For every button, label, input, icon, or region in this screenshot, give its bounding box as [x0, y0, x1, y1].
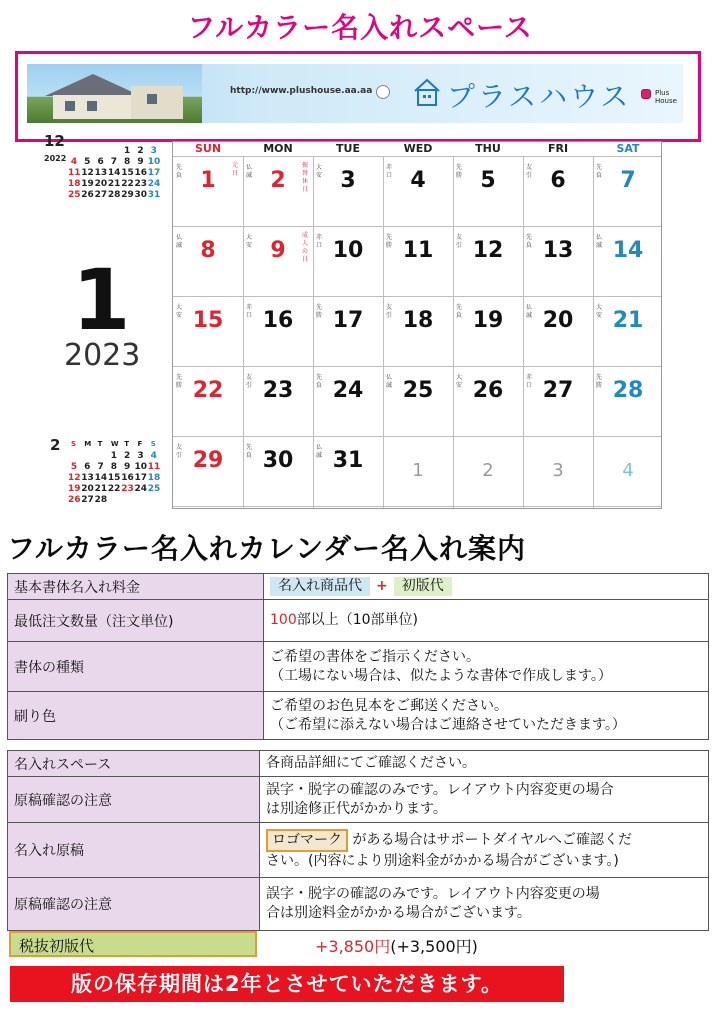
instagram-icon: [641, 89, 651, 99]
mini-day: 30: [134, 190, 148, 200]
proof-note-line2: は別途修正代がかかります。: [266, 800, 447, 817]
weekday-header: SUN: [194, 142, 222, 155]
mini-day: 25: [68, 190, 81, 200]
mini-day: 14: [94, 473, 108, 483]
calendar-day: [313, 296, 383, 366]
font-type-line1: ご希望の書体をご指示ください。: [270, 648, 480, 665]
rokuyo-label: 先勝: [176, 374, 183, 389]
table-row: [8, 642, 709, 692]
mini-day: 14: [107, 168, 121, 178]
mini-day: 19: [68, 484, 81, 494]
mini-day: 7: [97, 462, 104, 472]
mini-day: 23: [121, 484, 134, 494]
label-name-space: 名入れスペース: [8, 751, 260, 777]
mini-day: 27: [81, 495, 94, 505]
value-min-order: [264, 600, 709, 642]
mini-day: 11: [147, 462, 161, 472]
house-window: [147, 94, 157, 104]
rokuyo-label: 大安: [316, 164, 323, 179]
mini-day: 2: [137, 146, 144, 156]
rokuyo-label: 赤口: [316, 234, 323, 249]
holiday-label: 元日: [232, 162, 239, 177]
mini-day: 20: [81, 484, 94, 494]
table-row: [8, 878, 709, 931]
rokuyo-label: 赤口: [526, 374, 533, 389]
rokuyo-label: 大安: [176, 304, 183, 319]
manuscript-line2: さい。(内容により別途料金がかかる場合がございます。): [266, 853, 619, 869]
mini-day: 22: [121, 179, 134, 189]
calendar-day: [453, 436, 523, 506]
calendar-day: [243, 156, 313, 226]
rokuyo-label: 先勝: [386, 234, 393, 249]
rokuyo-label: 先負: [596, 164, 603, 179]
mini-day: 8: [124, 157, 131, 167]
rokuyo-label: 仏滅: [596, 234, 603, 249]
mini-day: 6: [84, 462, 91, 472]
day-number: 3: [340, 168, 356, 193]
calendar-day: [453, 366, 523, 436]
calendar-day: [383, 366, 453, 436]
next-month-day-number: 1: [412, 460, 424, 481]
mini-day: 15: [107, 473, 121, 483]
rokuyo-label: 先負: [526, 234, 533, 249]
rokuyo-label: 友引: [526, 164, 533, 179]
weekday-header: WED: [403, 142, 433, 155]
day-number: 20: [542, 308, 574, 333]
mini-day: 5: [70, 462, 78, 472]
mini-prev-month: 12: [44, 132, 65, 150]
label-proof-note-2: 原稿確認の注意: [8, 878, 260, 931]
label-base-fee: 基本書体名入れ料金: [8, 574, 264, 600]
day-number: 21: [612, 308, 644, 333]
mini-day: 29: [121, 190, 134, 200]
mini-day: 1: [110, 451, 118, 461]
mini-day: 11: [68, 168, 81, 178]
day-number: 31: [332, 448, 364, 473]
print-color-line1: ご希望のお色見本をご郵送ください。: [270, 697, 508, 714]
house-window: [65, 101, 75, 111]
mini-day: 2: [124, 451, 131, 461]
mini-day: 4: [150, 451, 157, 461]
info-table-manuscript: [7, 750, 709, 931]
proof-note-line1: 誤字・脱字の確認のみです。レイアウト内容変更の場合: [266, 781, 614, 798]
rokuyo-label: 先勝: [316, 304, 323, 319]
mini-day: 4: [70, 157, 78, 167]
mini-day: 28: [94, 495, 108, 505]
weekday-header: THU: [475, 142, 501, 155]
calendar-day: [383, 226, 453, 296]
proof-note2-line1: 誤字・脱字の確認のみです。レイアウト内容変更の場: [266, 886, 600, 902]
chip-first-edition: 初版代: [394, 577, 452, 596]
calendar-day: [523, 226, 593, 296]
sample-banner: [27, 64, 683, 123]
mini-weekday: M: [84, 440, 92, 448]
mini-day: 9: [124, 462, 131, 472]
mini-day: 12: [81, 168, 94, 178]
mini-day: 23: [134, 179, 148, 189]
mini-day: 17: [147, 168, 161, 178]
mini-day: 10: [147, 157, 161, 167]
table-row: [8, 600, 709, 642]
mini-day: 17: [134, 473, 148, 483]
value-proof-note: [260, 777, 709, 823]
rokuyo-label: 仏滅: [386, 374, 393, 389]
mini-weekday: F: [137, 440, 143, 448]
info-title: フルカラー名入れカレンダー名入れ案内: [7, 532, 527, 565]
calendar-day: [593, 156, 662, 226]
day-number: 28: [612, 378, 644, 403]
calendar-day: [243, 436, 313, 506]
day-number: 29: [192, 448, 224, 473]
mini-weekday: T: [124, 440, 129, 448]
name-space-title: フルカラー名入れスペース: [187, 11, 533, 44]
value-print-color: [264, 692, 709, 740]
house-roof: [45, 74, 141, 96]
day-number: 23: [262, 378, 294, 403]
mini-day: 26: [81, 190, 94, 200]
rokuyo-label: 先負: [316, 374, 323, 389]
storage-period-notice: 版の保存期間は2年とさせていただきます。: [10, 966, 564, 1002]
instagram-label: Plus House: [655, 89, 677, 105]
calendar-day: [593, 436, 662, 506]
month-calendar: [172, 141, 662, 509]
chip-logo-mark: ロゴマーク: [266, 829, 348, 852]
day-number: 12: [472, 238, 504, 263]
calendar-day: [173, 436, 243, 506]
value-proof-note-2: [260, 878, 709, 931]
day-number: 9: [270, 238, 286, 263]
table-row: [8, 823, 709, 878]
calendar-day: [313, 436, 383, 506]
rokuyo-label: 先勝: [596, 374, 603, 389]
mini-day: 1: [124, 146, 131, 156]
calendar-day: [383, 436, 453, 506]
day-number: 8: [200, 238, 216, 263]
mini-day: 9: [137, 157, 144, 167]
mini-day: 24: [134, 484, 148, 494]
mini-day: 15: [121, 168, 134, 178]
day-number: 4: [410, 168, 426, 193]
calendar-day: [523, 156, 593, 226]
mini-day: 31: [147, 190, 161, 200]
rokuyo-label: 仏滅: [176, 234, 183, 249]
day-number: 7: [620, 168, 636, 193]
table-row: [8, 574, 709, 600]
mini-day: 13: [81, 473, 94, 483]
day-number: 15: [192, 308, 224, 333]
next-month-day-number: 2: [482, 460, 494, 481]
mini-day: 27: [94, 190, 108, 200]
label-name-manuscript: 名入れ原稿: [8, 823, 260, 878]
day-number: 26: [472, 378, 504, 403]
calendar-day: [453, 156, 523, 226]
calendar-day: [243, 296, 313, 366]
house-photo: [27, 64, 202, 123]
mini-day: 16: [121, 473, 134, 483]
mini-day: 21: [94, 484, 108, 494]
plus-sign: +: [376, 578, 388, 594]
banner-brand: プラスハウス: [447, 80, 632, 113]
holiday-label: 成人の日: [302, 232, 309, 263]
calendar-day: [313, 156, 383, 226]
rokuyo-label: 先負: [246, 444, 253, 459]
day-number: 13: [542, 238, 574, 263]
rokuyo-label: 大安: [456, 374, 463, 389]
weekday-header: FRI: [547, 142, 569, 155]
mini-day: 7: [110, 157, 118, 167]
table-row: [8, 751, 709, 777]
calendar-day: [243, 226, 313, 296]
banner-dot: [376, 85, 390, 99]
big-month: 1: [72, 251, 131, 349]
rokuyo-label: 仏滅: [246, 164, 253, 179]
print-color-line2: （ご希望に添えない場合はご連絡させていただきます。）: [270, 716, 626, 733]
calendar-day: [173, 226, 243, 296]
value-name-manuscript: [260, 823, 709, 878]
mini-day: 20: [94, 179, 108, 189]
rokuyo-label: 大安: [596, 304, 603, 319]
day-number: 17: [332, 308, 364, 333]
calendar-day: [593, 226, 662, 296]
calendar-day: [383, 296, 453, 366]
mini-day: 18: [147, 473, 161, 483]
mini-day: 8: [110, 462, 118, 472]
day-number: 22: [192, 378, 224, 403]
chip-product-fee: 名入れ商品代: [270, 577, 370, 596]
rokuyo-label: 仏滅: [316, 444, 323, 459]
rokuyo-label: 大安: [246, 234, 253, 249]
price-value: [257, 931, 697, 957]
mini-day: 21: [107, 179, 121, 189]
value-font-type: [264, 642, 709, 692]
mini-weekday: T: [97, 440, 103, 448]
day-number: 10: [332, 238, 364, 263]
mini-day: 28: [107, 190, 121, 200]
table-row: [8, 777, 709, 823]
calendar-day: [523, 366, 593, 436]
label-min-order: 最低注文数量（注文単位): [8, 600, 264, 642]
rokuyo-label: 先勝: [456, 164, 463, 179]
font-type-line2: （工場にない場合は、似たような書体で作成します。）: [270, 667, 612, 684]
proof-note2-line2: 合は別途料金がかかる場合がございます。: [266, 905, 531, 921]
weekday-header: SAT: [616, 142, 640, 155]
rokuyo-label: 友引: [246, 374, 253, 389]
mini-day: 13: [94, 168, 108, 178]
mini-next-month: 2: [50, 436, 61, 454]
big-year: 2023: [64, 338, 141, 373]
calendar-day: [453, 296, 523, 366]
day-number: 1: [200, 168, 216, 193]
value-name-space: 各商品詳細にてご確認ください。: [260, 751, 709, 777]
day-number: 30: [262, 448, 294, 473]
price-with-tax: +3,850円: [315, 937, 391, 956]
rokuyo-label: 友引: [456, 234, 463, 249]
grid-line: [173, 506, 662, 507]
mini-day: 18: [68, 179, 81, 189]
mini-day: 25: [147, 484, 161, 494]
day-number: 11: [402, 238, 434, 263]
calendar-day: [523, 296, 593, 366]
mini-day: 22: [107, 484, 121, 494]
day-number: 18: [402, 308, 434, 333]
mini-weekday: S: [150, 440, 156, 448]
mini-day: 26: [68, 495, 81, 505]
info-table-basic: [7, 573, 709, 740]
holiday-label: 振替休日: [302, 162, 309, 193]
calendar-day: [383, 156, 453, 226]
mini-day: 12: [68, 473, 81, 483]
mini-weekday: W: [110, 440, 119, 448]
day-number: 19: [472, 308, 504, 333]
rokuyo-label: 先負: [176, 164, 183, 179]
calendar-day: [523, 436, 593, 506]
mini-day: 5: [84, 157, 91, 167]
rokuyo-label: 友引: [176, 444, 183, 459]
day-number: 2: [270, 168, 286, 193]
mini-day: 19: [81, 179, 94, 189]
mini-day: 3: [137, 451, 144, 461]
manuscript-line1: がある場合はサポートダイヤルへご確認くだ: [352, 832, 633, 848]
calendar-day: [243, 366, 313, 436]
price-without-tax: (+3,500円): [390, 937, 478, 956]
house-window: [87, 101, 97, 111]
calendar-day: [173, 156, 243, 226]
day-number: 16: [262, 308, 294, 333]
mini-day: 6: [97, 157, 104, 167]
min-order-unit: 部以上（10部単位): [296, 612, 419, 628]
mini-day: 10: [134, 462, 148, 472]
rokuyo-label: 友引: [386, 304, 393, 319]
weekday-header: MON: [263, 142, 293, 155]
label-font-type: 書体の種類: [8, 642, 264, 692]
calendar-day: [593, 366, 662, 436]
rokuyo-label: 赤口: [386, 164, 393, 179]
calendar-day: [173, 366, 243, 436]
rokuyo-label: 先負: [456, 304, 463, 319]
calendar-day: [453, 226, 523, 296]
banner-url: http://www.plushouse.aa.aa: [230, 86, 373, 96]
mini-weekday: S: [71, 440, 77, 448]
mini-calendar-next: [50, 436, 170, 508]
day-number: 24: [332, 378, 364, 403]
label-proof-note: 原稿確認の注意: [8, 777, 260, 823]
calendar-day: [313, 366, 383, 436]
price-label: 税抜初版代: [9, 931, 257, 957]
label-print-color: 刷り色: [8, 692, 264, 740]
day-number: 14: [612, 238, 644, 263]
house-logo-icon: [413, 77, 441, 107]
mini-calendar-prev: [44, 132, 169, 206]
table-row: [8, 692, 709, 740]
calendar-day: [313, 226, 383, 296]
calendar-day: [173, 296, 243, 366]
day-number: 6: [550, 168, 566, 193]
next-month-day-number: 4: [622, 460, 634, 481]
weekday-header: TUE: [336, 142, 360, 155]
mini-day: 3: [150, 146, 157, 156]
day-number: 27: [542, 378, 574, 403]
day-number: 5: [480, 168, 496, 193]
rokuyo-label: 赤口: [246, 304, 253, 319]
mini-day: 16: [134, 168, 148, 178]
next-month-day-number: 3: [552, 460, 564, 481]
value-base-fee: [264, 574, 709, 600]
min-order-qty: 100: [270, 612, 297, 628]
mini-day: 24: [147, 179, 161, 189]
rokuyo-label: 仏滅: [526, 304, 533, 319]
house-wall-side: [131, 86, 183, 119]
calendar-day: [593, 296, 662, 366]
mini-prev-year: 2022: [44, 154, 67, 163]
day-number: 25: [402, 378, 434, 403]
